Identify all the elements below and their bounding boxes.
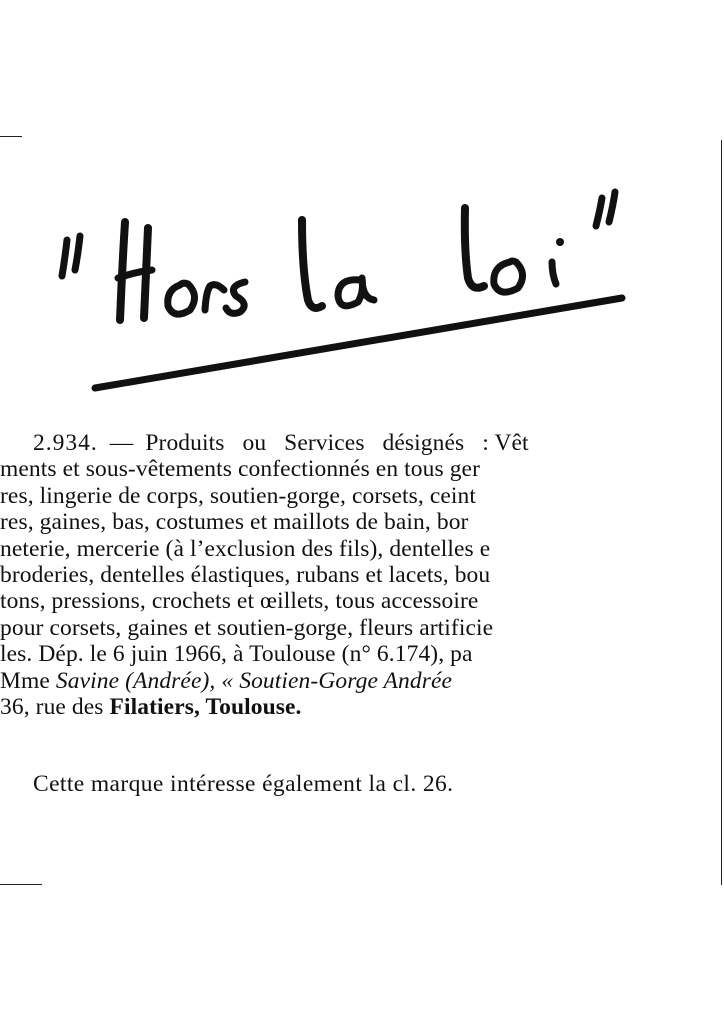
entry-line-8: pour corsets, gaines et soutien-gorge, fleurs artificie (0, 614, 494, 641)
entry-line-4: res, gaines, bas, costumes et maillots de bain, bor (0, 509, 469, 536)
address-street: 36, rue des (0, 693, 110, 720)
entry-line-9: les. Dép. le 6 juin 1966, à Toulouse (n° 6.174), pa (0, 641, 473, 668)
entry-line-6: broderies, dentelles élastiques, rubans et lacets, bou (0, 561, 491, 588)
entry-line-3: res, lingerie de corps, soutien-gorge, corsets, ceint (0, 482, 477, 509)
scan-edge-bottom (0, 884, 42, 885)
entry-line-5: neterie, mercerie (à l’exclusion des fils), dentelles e (0, 535, 491, 562)
entry-dash: — (109, 430, 134, 456)
trademark-entry (0, 430, 724, 720)
applicant-brand: « Soutien-Gorge Andrée (221, 667, 453, 694)
address-city: Filatiers, Toulouse. (109, 693, 302, 720)
class-note: Cette marque intéresse également la cl. 26. (33, 771, 454, 797)
entry-line-11 (0, 694, 724, 720)
entry-heading: Produits ou Services désignés : (145, 430, 489, 456)
entry-line-1 (0, 430, 724, 456)
handwritten-logo (40, 170, 650, 400)
entry-line-1-tail: Vêt (494, 430, 529, 456)
scan-edge-top (0, 136, 22, 137)
entry-line-7: tons, pressions, crochets et œillets, tous accessoire (0, 588, 479, 615)
entry-line-2: ments et sous-vêtements confectionnés en tous ger (0, 456, 480, 483)
entry-line-10 (0, 668, 724, 694)
applicant-title: Mme (0, 667, 56, 694)
applicant-name: Savine (Andrée), (55, 667, 216, 694)
entry-number: 2.934. (33, 430, 98, 456)
